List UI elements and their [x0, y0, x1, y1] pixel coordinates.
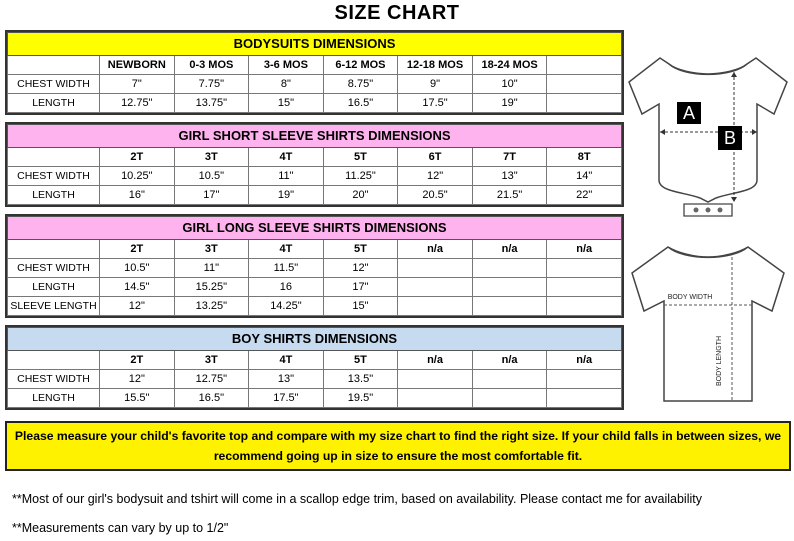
table-cell: 13.25"	[174, 297, 249, 316]
table-cell: 13"	[472, 167, 547, 186]
table-cell	[547, 75, 622, 94]
column-header: 5T	[323, 351, 398, 370]
table-cell: 17"	[174, 186, 249, 205]
row-label: LENGTH	[8, 278, 100, 297]
table-cell	[547, 389, 622, 408]
table-cell	[547, 297, 622, 316]
row-label: CHEST WIDTH	[8, 259, 100, 278]
table-cell: 11"	[249, 167, 324, 186]
table-cell: 14.25"	[249, 297, 324, 316]
table-cell: 16"	[100, 186, 175, 205]
column-header: 4T	[249, 148, 324, 167]
column-header: 3T	[174, 240, 249, 259]
column-header: 3T	[174, 148, 249, 167]
label-b: B	[723, 128, 737, 148]
row-label: LENGTH	[8, 186, 100, 205]
row-label: LENGTH	[8, 389, 100, 408]
column-header: 2T	[100, 351, 175, 370]
table-cell	[472, 389, 547, 408]
column-header: NEWBORN	[100, 56, 175, 75]
body-width-label: BODY WIDTH	[667, 294, 713, 301]
column-header: n/a	[472, 351, 547, 370]
table-title: GIRL SHORT SLEEVE SHIRTS DIMENSIONS	[8, 125, 622, 148]
table-row	[8, 297, 622, 316]
column-header	[547, 56, 622, 75]
table-cell: 12"	[100, 297, 175, 316]
table-cell: 12"	[323, 259, 398, 278]
table-cell	[547, 370, 622, 389]
tshirt-outline	[632, 247, 784, 401]
table-title: BOY SHIRTS DIMENSIONS	[8, 328, 622, 351]
table-row	[8, 75, 622, 94]
table-cell: 21.5"	[472, 186, 547, 205]
corner-cell	[8, 240, 100, 259]
table-cell: 13.5"	[323, 370, 398, 389]
column-header: n/a	[472, 240, 547, 259]
column-header: 4T	[249, 240, 324, 259]
table-cell: 15"	[249, 94, 324, 113]
table-cell: 12"	[398, 167, 473, 186]
corner-cell	[8, 148, 100, 167]
table-cell: 13.75"	[174, 94, 249, 113]
table-cell: 16.5"	[174, 389, 249, 408]
table-row	[8, 167, 622, 186]
table-cell	[472, 278, 547, 297]
table-row	[8, 389, 622, 408]
table-row	[8, 259, 622, 278]
table-cell	[398, 297, 473, 316]
table-cell: 10.25"	[100, 167, 175, 186]
table-cell: 19"	[249, 186, 324, 205]
footnote-trim: **Most of our girl's bodysuit and tshirt will come in a scallop edge trim, based on availability. Please contact me for availability	[12, 492, 702, 506]
column-header: n/a	[398, 351, 473, 370]
bodysuits-table	[5, 30, 624, 115]
sizing-advice-banner: Please measure your child's favorite top and compare with my size chart to find the right size. If your child falls in between sizes, we recommend going up in size to ensure the most comfortable fit.	[5, 421, 791, 471]
table-title: BODYSUITS DIMENSIONS	[8, 33, 622, 56]
table-cell: 16.5"	[323, 94, 398, 113]
column-header: 18-24 MOS	[472, 56, 547, 75]
table-cell	[472, 370, 547, 389]
girl-short-sleeve-table	[5, 122, 624, 207]
column-header: 6-12 MOS	[323, 56, 398, 75]
body-length-label: BODY LENGTH	[716, 335, 723, 387]
table-cell: 12.75"	[100, 94, 175, 113]
table-cell: 17.5"	[249, 389, 324, 408]
table-cell: 12.75"	[174, 370, 249, 389]
table-cell: 10.5"	[174, 167, 249, 186]
page-title: SIZE CHART	[334, 2, 460, 24]
column-header: 7T	[472, 148, 547, 167]
table-cell: 17"	[323, 278, 398, 297]
table-row	[8, 370, 622, 389]
table-cell: 8.75"	[323, 75, 398, 94]
table-cell: 19.5"	[323, 389, 398, 408]
row-label: CHEST WIDTH	[8, 370, 100, 389]
table-cell: 10"	[472, 75, 547, 94]
table-cell: 14.5"	[100, 278, 175, 297]
row-label: LENGTH	[8, 94, 100, 113]
table-cell: 7.75"	[174, 75, 249, 94]
footnote-measurements: **Measurements can vary by up to 1/2"	[12, 521, 229, 535]
bodysuit-outline	[629, 58, 787, 202]
column-header: n/a	[547, 351, 622, 370]
column-header: 4T	[249, 351, 324, 370]
corner-cell	[8, 351, 100, 370]
table-cell	[547, 259, 622, 278]
table-cell: 15"	[323, 297, 398, 316]
table-cell: 16	[249, 278, 324, 297]
table-cell: 9"	[398, 75, 473, 94]
table-cell: 19"	[472, 94, 547, 113]
table-cell: 11.25"	[323, 167, 398, 186]
boy-shirts-table	[5, 325, 624, 410]
corner-cell	[8, 56, 100, 75]
table-row	[8, 186, 622, 205]
girl-long-sleeve-table	[5, 214, 624, 318]
table-cell: 7"	[100, 75, 175, 94]
table-cell	[472, 297, 547, 316]
table-title: GIRL LONG SLEEVE SHIRTS DIMENSIONS	[8, 217, 622, 240]
table-cell: 8"	[249, 75, 324, 94]
table-cell: 10.5"	[100, 259, 175, 278]
column-header: n/a	[547, 240, 622, 259]
table-cell	[547, 278, 622, 297]
column-header: n/a	[398, 240, 473, 259]
column-header: 6T	[398, 148, 473, 167]
table-row	[8, 94, 622, 113]
bodysuit-diagram	[624, 30, 792, 230]
table-cell: 15.25"	[174, 278, 249, 297]
column-header: 8T	[547, 148, 622, 167]
table-cell: 11.5"	[249, 259, 324, 278]
table-cell: 20.5"	[398, 186, 473, 205]
table-cell: 14"	[547, 167, 622, 186]
column-header: 3T	[174, 351, 249, 370]
tshirt-diagram	[624, 233, 792, 408]
column-header: 2T	[100, 148, 175, 167]
table-cell	[472, 259, 547, 278]
table-cell: 22"	[547, 186, 622, 205]
table-cell	[398, 370, 473, 389]
table-row	[8, 278, 622, 297]
table-cell: 13"	[249, 370, 324, 389]
column-header: 3-6 MOS	[249, 56, 324, 75]
table-cell: 20"	[323, 186, 398, 205]
column-header: 0-3 MOS	[174, 56, 249, 75]
table-cell: 12"	[100, 370, 175, 389]
row-label: SLEEVE LENGTH	[8, 297, 100, 316]
table-cell: 17.5"	[398, 94, 473, 113]
row-label: CHEST WIDTH	[8, 167, 100, 186]
row-label: CHEST WIDTH	[8, 75, 100, 94]
table-cell	[547, 94, 622, 113]
column-header: 5T	[323, 240, 398, 259]
column-header: 2T	[100, 240, 175, 259]
table-cell	[398, 259, 473, 278]
label-a: A	[682, 103, 696, 123]
column-header: 5T	[323, 148, 398, 167]
table-cell: 11"	[174, 259, 249, 278]
column-header: 12-18 MOS	[398, 56, 473, 75]
table-cell	[398, 278, 473, 297]
table-cell: 15.5"	[100, 389, 175, 408]
table-cell	[398, 389, 473, 408]
